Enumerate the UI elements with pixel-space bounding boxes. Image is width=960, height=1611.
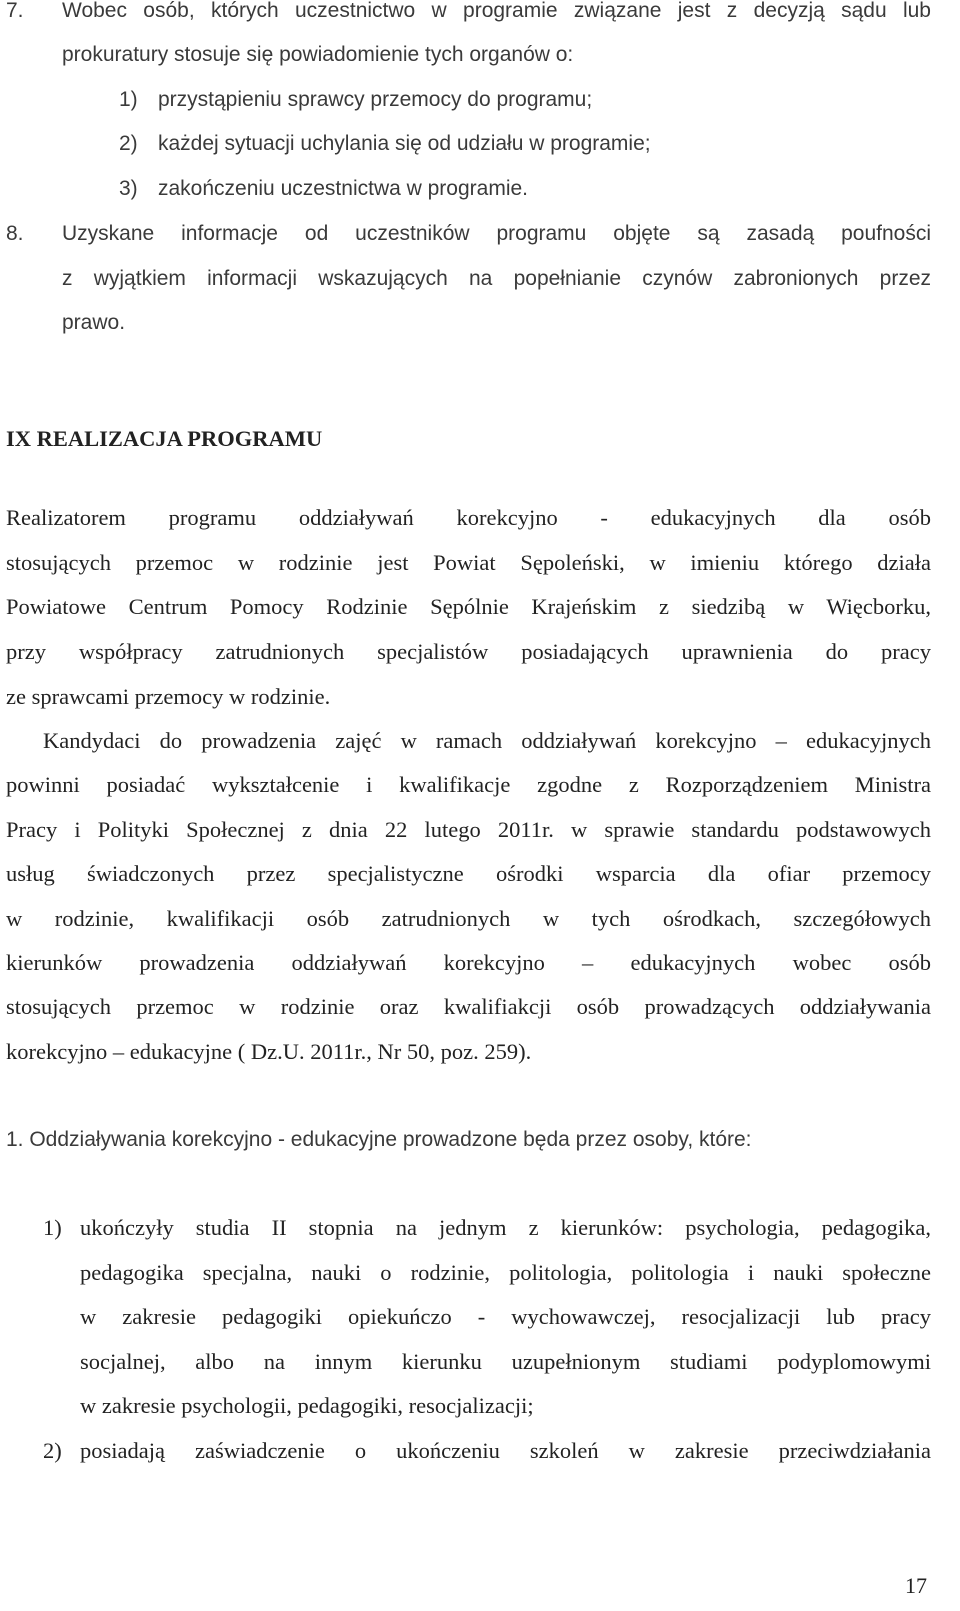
subpoint-1-line-2: pedagogika specjalna, nauki o rodzinie, politologia, politologia i nauki społeczne (80, 1260, 931, 1285)
item-8-line-3: prawo. (62, 311, 126, 334)
para1-line-1: Realizatorem programu oddziaływań korekcyjno - edukacyjnych dla osób (6, 505, 931, 530)
para1-line-3: Powiatowe Centrum Pomocy Rodzinie Sępólnie Krajeńskim z siedzibą w Więcborku, (6, 594, 931, 619)
para2-line-3: Pracy i Polityki Społecznej z dnia 22 lutego 2011r. w sprawie standardu podstawowych (6, 817, 931, 842)
item-7-number: 7. (6, 0, 24, 22)
para2-line-8: korekcyjno – edukacyjne ( Dz.U. 2011r., Nr 50, poz. 259). (6, 1039, 532, 1064)
item-7-sub-2-number: 2) (119, 132, 138, 155)
item-7-sub-2-text: każdej sytuacji uchylania się od udziału w programie; (158, 132, 651, 155)
item-7-sub-3-number: 3) (119, 177, 138, 200)
subpoint-1-line-1: ukończyły studia II stopnia na jednym z kierunków: psychologia, pedagogika, (80, 1215, 931, 1240)
para1-line-5: ze sprawcami przemocy w rodzinie. (6, 684, 331, 709)
item-7-sub-3-text: zakończeniu uczestnictwa w programie. (158, 177, 529, 200)
page-number: 17 (905, 1573, 927, 1598)
subpoint-1-line-3: w zakresie pedagogiki opiekuńczo - wychowawczej, resocjalizacji lub pracy (80, 1304, 931, 1329)
subpoint-2-number: 2) (43, 1438, 62, 1463)
para1-line-4: przy współpracy zatrudnionych specjalistów posiadających uprawnienia do pracy (6, 639, 931, 664)
item-7-sub-1-number: 1) (119, 88, 138, 111)
item-8-line-2: z wyjątkiem informacji wskazujących na popełnianie czynów zabronionych przez (62, 267, 931, 290)
subpoint-1-number: 1) (43, 1215, 62, 1240)
para2-line-6: kierunków prowadzenia oddziaływań korekcyjno – edukacyjnych wobec osób (6, 950, 931, 975)
item-8-line-1: Uzyskane informacje od uczestników programu objęte są zasadą poufności (62, 222, 931, 245)
para2-line-4: usług świadczonych przez specjalistyczne ośrodki wsparcia dla ofiar przemocy (6, 861, 931, 886)
item-7-sub-1-text: przystąpieniu sprawcy przemocy do programu; (158, 88, 593, 111)
para2-line-2: powinni posiadać wykształcenie i kwalifikacje zgodne z Rozporządzeniem Ministra (6, 772, 931, 797)
item-8-number: 8. (6, 222, 24, 245)
subpoint-1-line-5: w zakresie psychologii, pedagogiki, resocjalizacji; (80, 1393, 534, 1418)
para2-line-1: Kandydaci do prowadzenia zajęć w ramach oddziaływań korekcyjno – edukacyjnych (43, 728, 931, 753)
point-1-text: 1. Oddziaływania korekcyjno - edukacyjne prowadzone będa przez osoby, które: (6, 1128, 752, 1151)
para2-line-7: stosujących przemoc w rodzinie oraz kwalifiakcji osób prowadzących oddziaływania (6, 994, 931, 1019)
section-heading: IX REALIZACJA PROGRAMU (6, 426, 323, 451)
item-7-line-2: prokuratury stosuje się powiadomienie tych organów o: (62, 43, 574, 66)
subpoint-2-line-1: posiadają zaświadczenie o ukończeniu szkoleń w zakresie przeciwdziałania (80, 1438, 931, 1463)
subpoint-1-line-4: socjalnej, albo na innym kierunku uzupełnionym studiami podyplomowymi (80, 1349, 931, 1374)
para1-line-2: stosujących przemoc w rodzinie jest Powiat Sępoleński, w imieniu którego działa (6, 550, 931, 575)
item-7-line-1: Wobec osób, których uczestnictwo w programie związane jest z decyzją sądu lub (62, 0, 931, 22)
para2-line-5: w rodzinie, kwalifikacji osób zatrudnionych w tych ośrodkach, szczegółowych (6, 906, 931, 931)
